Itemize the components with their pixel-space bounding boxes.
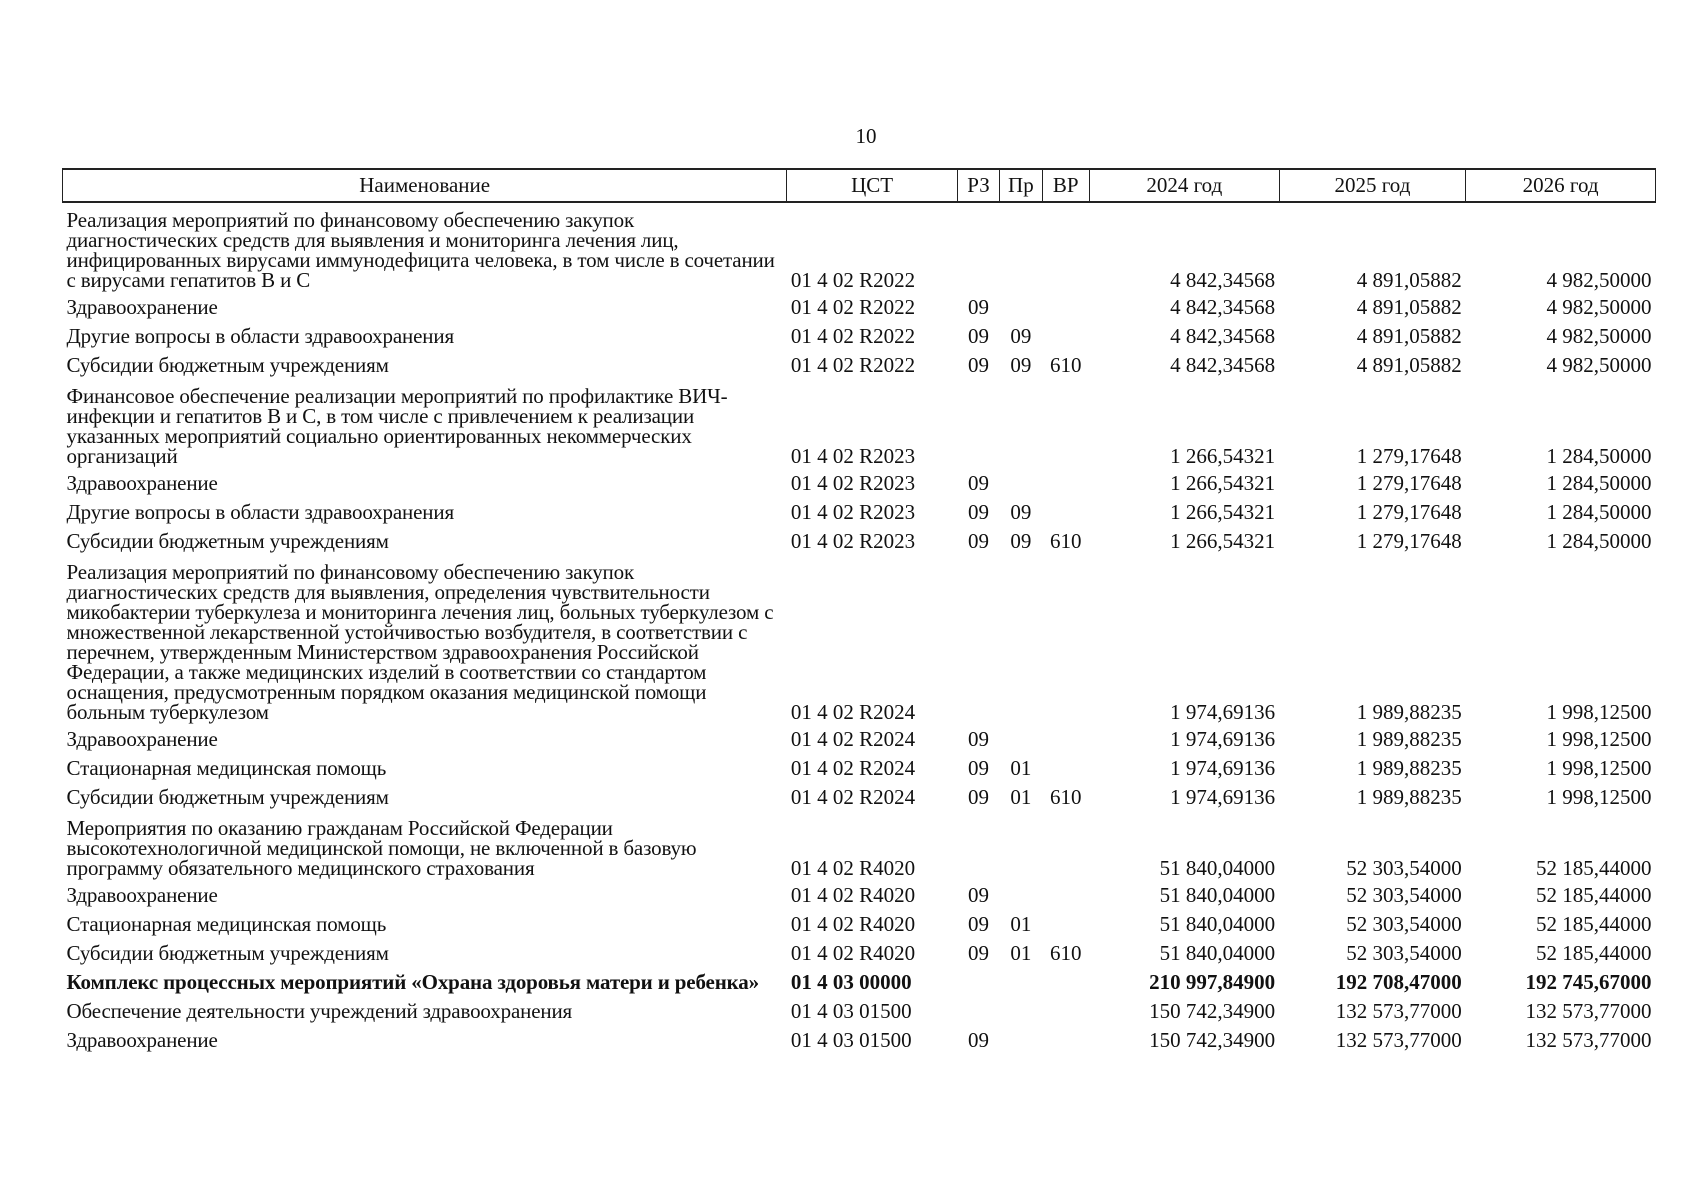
cell-pr (1000, 468, 1042, 497)
header-cst: ЦСТ (787, 169, 957, 202)
cell-vr (1042, 880, 1089, 909)
cell-pr (1000, 996, 1042, 1025)
cell-2026: 1 284,50000 (1546, 529, 1652, 553)
cell-cst: 01 4 02 R2023 (790, 471, 916, 495)
cell-cst: 01 4 02 R2024 (790, 727, 916, 751)
cell-2026: 4 982,50000 (1546, 324, 1652, 348)
cell-2026: 52 185,44000 (1536, 912, 1652, 936)
cell-2026: 132 573,77000 (1525, 1028, 1652, 1052)
cell-pr: 01 (1010, 912, 1032, 936)
cell-pr: 01 (1010, 756, 1032, 780)
cell-rz (957, 967, 999, 996)
cell-rz (957, 379, 999, 468)
cell-2026: 1 284,50000 (1546, 444, 1652, 468)
cell-2025: 1 989,88235 (1356, 727, 1462, 751)
cell-2024: 51 840,04000 (1159, 883, 1276, 907)
cell-name: Субсидии бюджетным учреждениям (66, 785, 389, 809)
cell-2026: 1 998,12500 (1546, 700, 1652, 724)
cell-name: Субсидии бюджетным учреждениям (66, 529, 389, 553)
cell-2024: 1 266,54321 (1170, 500, 1276, 524)
cell-rz: 09 (968, 756, 990, 780)
cell-2025: 132 573,77000 (1335, 999, 1462, 1023)
cell-2026: 1 998,12500 (1546, 727, 1652, 751)
cell-cst: 01 4 02 R2022 (790, 324, 916, 348)
cell-2025: 4 891,05882 (1356, 324, 1462, 348)
cell-2025: 132 573,77000 (1335, 1028, 1462, 1052)
cell-rz (957, 996, 999, 1025)
cell-pr (1000, 880, 1042, 909)
cell-2026: 4 982,50000 (1546, 295, 1652, 319)
cell-rz: 09 (968, 500, 990, 524)
cell-rz (957, 202, 999, 292)
cell-2024: 1 974,69136 (1170, 700, 1276, 724)
cell-vr (1042, 811, 1089, 880)
table-row (63, 350, 1656, 379)
table-row (63, 555, 1656, 724)
cell-cst: 01 4 02 R4020 (790, 883, 916, 907)
cell-2024: 1 974,69136 (1170, 727, 1276, 751)
cell-vr: 610 (1050, 941, 1082, 965)
cell-cst: 01 4 02 R2022 (790, 353, 916, 377)
cell-rz: 09 (968, 912, 990, 936)
cell-2024: 51 840,04000 (1159, 856, 1276, 880)
cell-cst: 01 4 02 R2023 (790, 444, 916, 468)
table-row (63, 782, 1656, 811)
cell-vr (1042, 753, 1089, 782)
cell-vr (1042, 1025, 1089, 1054)
cell-vr: 610 (1050, 785, 1082, 809)
cell-2025: 1 279,17648 (1356, 529, 1462, 553)
cell-2026: 1 284,50000 (1546, 471, 1652, 495)
cell-rz: 09 (968, 785, 990, 809)
cell-2024: 51 840,04000 (1159, 912, 1276, 936)
table-row (63, 967, 1656, 996)
cell-2025: 1 279,17648 (1356, 500, 1462, 524)
cell-cst: 01 4 02 R2024 (790, 785, 916, 809)
cell-pr (1000, 967, 1042, 996)
cell-cst: 01 4 02 R4020 (790, 912, 916, 936)
cell-2024: 51 840,04000 (1159, 941, 1276, 965)
cell-name: Реализация мероприятий по финансовому обеспечению закупок диагностических средств для выявления, определения чувствительности микобактерии туберкулеза и мониторинга лечения лиц, больных туберкулезом с множественной лекарственной устойчивостью возбудителя, в соответствии с перечнем, утвержденным Министерством здравоохранения Российской Федерации, а также медицинских изделий в соответствии со стандартом оснащения, предусмотренным порядком оказания медицинской помощи больным туберкулезом (66, 560, 774, 724)
cell-name: Здравоохранение (66, 1028, 218, 1052)
cell-2025: 52 303,54000 (1346, 883, 1462, 907)
header-2026: 2026 год (1466, 169, 1656, 202)
cell-cst: 01 4 03 01500 (790, 1028, 912, 1052)
table-row (63, 909, 1656, 938)
cell-cst: 01 4 03 01500 (790, 999, 912, 1023)
table-header-row (63, 169, 1656, 202)
cell-2025: 52 303,54000 (1346, 941, 1462, 965)
header-name: Наименование (63, 169, 787, 202)
cell-name: Реализация мероприятий по финансовому обеспечению закупок диагностических средств для выявления и мониторинга лечения лиц, инфицированных вирусами иммунодефицита человека, в том числе в сочетании с вирусами гепатитов В и С (66, 208, 775, 292)
cell-rz: 09 (968, 883, 990, 907)
cell-2026: 1 998,12500 (1546, 756, 1652, 780)
cell-2025: 1 989,88235 (1356, 700, 1462, 724)
cell-name: Стационарная медицинская помощь (66, 912, 387, 936)
cell-name: Здравоохранение (66, 883, 218, 907)
cell-2025: 4 891,05882 (1356, 268, 1462, 292)
cell-pr: 09 (1010, 529, 1032, 553)
budget-table (62, 168, 1656, 1054)
cell-vr (1042, 996, 1089, 1025)
cell-cst: 01 4 03 00000 (790, 970, 912, 994)
cell-pr: 01 (1010, 941, 1032, 965)
cell-2026: 1 998,12500 (1546, 785, 1652, 809)
cell-2024: 150 742,34900 (1149, 999, 1276, 1023)
table-row (63, 996, 1656, 1025)
cell-2025: 4 891,05882 (1356, 353, 1462, 377)
cell-2024: 1 974,69136 (1170, 785, 1276, 809)
cell-cst: 01 4 02 R2022 (790, 295, 916, 319)
table-row (63, 202, 1656, 292)
cell-pr: 09 (1010, 324, 1032, 348)
cell-rz: 09 (968, 529, 990, 553)
cell-vr: 610 (1050, 353, 1082, 377)
cell-pr: 09 (1010, 353, 1032, 377)
cell-cst: 01 4 02 R4020 (790, 941, 916, 965)
cell-cst: 01 4 02 R2023 (790, 529, 916, 553)
cell-pr (1000, 202, 1042, 292)
cell-2025: 1 279,17648 (1356, 471, 1462, 495)
cell-2024: 1 974,69136 (1170, 756, 1276, 780)
table-row (63, 497, 1656, 526)
cell-pr (1000, 292, 1042, 321)
cell-pr: 01 (1010, 785, 1032, 809)
cell-vr (1042, 724, 1089, 753)
table-row (63, 811, 1656, 880)
header-2025: 2025 год (1279, 169, 1466, 202)
cell-name: Финансовое обеспечение реализации мероприятий по профилактике ВИЧ-инфекции и гепатитов В и С, в том числе с привлечением к реализации указанных мероприятий социально ориентированных некоммерческих организаций (66, 384, 728, 468)
cell-vr (1042, 292, 1089, 321)
cell-2025: 1 989,88235 (1356, 785, 1462, 809)
cell-cst: 01 4 02 R4020 (790, 856, 916, 880)
cell-2026: 4 982,50000 (1546, 268, 1652, 292)
table-row (63, 468, 1656, 497)
cell-rz (957, 811, 999, 880)
cell-2026: 52 185,44000 (1536, 883, 1652, 907)
cell-2024: 1 266,54321 (1170, 471, 1276, 495)
cell-rz: 09 (968, 353, 990, 377)
cell-2024: 1 266,54321 (1170, 529, 1276, 553)
cell-name: Субсидии бюджетным учреждениям (66, 941, 389, 965)
cell-rz (957, 555, 999, 724)
header-pr: Пр (1000, 169, 1042, 202)
cell-name: Обеспечение деятельности учреждений здравоохранения (66, 999, 573, 1023)
cell-2025: 52 303,54000 (1346, 856, 1462, 880)
cell-rz: 09 (968, 727, 990, 751)
cell-rz: 09 (968, 324, 990, 348)
cell-2024: 150 742,34900 (1149, 1028, 1276, 1052)
cell-name: Здравоохранение (66, 471, 218, 495)
cell-cst: 01 4 02 R2024 (790, 700, 916, 724)
table-row (63, 379, 1656, 468)
cell-name: Здравоохранение (66, 727, 218, 751)
table-row (63, 753, 1656, 782)
cell-2024: 4 842,34568 (1170, 353, 1276, 377)
cell-vr (1042, 202, 1089, 292)
table-row (63, 724, 1656, 753)
cell-pr (1000, 811, 1042, 880)
cell-vr (1042, 321, 1089, 350)
cell-2025: 1 989,88235 (1356, 756, 1462, 780)
cell-2024: 210 997,84900 (1149, 970, 1276, 994)
cell-2025: 1 279,17648 (1356, 444, 1462, 468)
cell-cst: 01 4 02 R2023 (790, 500, 916, 524)
cell-2024: 4 842,34568 (1170, 268, 1276, 292)
cell-vr (1042, 497, 1089, 526)
cell-cst: 01 4 02 R2024 (790, 756, 916, 780)
cell-2026: 52 185,44000 (1536, 941, 1652, 965)
page-number: 10 (855, 124, 877, 148)
table-row (63, 292, 1656, 321)
cell-pr (1000, 555, 1042, 724)
cell-pr (1000, 724, 1042, 753)
table-row (63, 526, 1656, 555)
cell-2026: 192 745,67000 (1525, 970, 1652, 994)
cell-2026: 52 185,44000 (1536, 856, 1652, 880)
cell-rz: 09 (968, 295, 990, 319)
cell-vr (1042, 468, 1089, 497)
cell-2026: 132 573,77000 (1525, 999, 1652, 1023)
cell-name: Другие вопросы в области здравоохранения (66, 500, 454, 524)
cell-rz: 09 (968, 941, 990, 965)
cell-name: Здравоохранение (66, 295, 218, 319)
table-body (63, 202, 1656, 1054)
cell-name: Другие вопросы в области здравоохранения (66, 324, 454, 348)
cell-2024: 1 266,54321 (1170, 444, 1276, 468)
cell-vr (1042, 555, 1089, 724)
cell-2026: 1 284,50000 (1546, 500, 1652, 524)
header-vr: ВР (1042, 169, 1089, 202)
header-2024: 2024 год (1089, 169, 1279, 202)
cell-2025: 192 708,47000 (1335, 970, 1462, 994)
table-row (63, 938, 1656, 967)
cell-vr: 610 (1050, 529, 1082, 553)
cell-name: Мероприятия по оказанию гражданам Российской Федерации высокотехнологичной медицинской помощи, не включенной в базовую программу обязательного медицинского страхования (66, 816, 697, 880)
cell-2024: 4 842,34568 (1170, 324, 1276, 348)
cell-name: Стационарная медицинская помощь (66, 756, 387, 780)
cell-rz: 09 (968, 1028, 990, 1052)
cell-pr (1000, 379, 1042, 468)
cell-name: Комплекс процессных мероприятий «Охрана здоровья матери и ребенка» (66, 970, 760, 994)
cell-pr (1000, 1025, 1042, 1054)
header-rz: РЗ (957, 169, 999, 202)
cell-vr (1042, 379, 1089, 468)
cell-vr (1042, 967, 1089, 996)
cell-vr (1042, 909, 1089, 938)
cell-2025: 52 303,54000 (1346, 912, 1462, 936)
table-row (63, 321, 1656, 350)
cell-cst: 01 4 02 R2022 (790, 268, 916, 292)
table-row (63, 1025, 1656, 1054)
table-row (63, 880, 1656, 909)
cell-2024: 4 842,34568 (1170, 295, 1276, 319)
cell-2025: 4 891,05882 (1356, 295, 1462, 319)
cell-name: Субсидии бюджетным учреждениям (66, 353, 389, 377)
cell-pr: 09 (1010, 500, 1032, 524)
cell-rz: 09 (968, 471, 990, 495)
cell-2026: 4 982,50000 (1546, 353, 1652, 377)
